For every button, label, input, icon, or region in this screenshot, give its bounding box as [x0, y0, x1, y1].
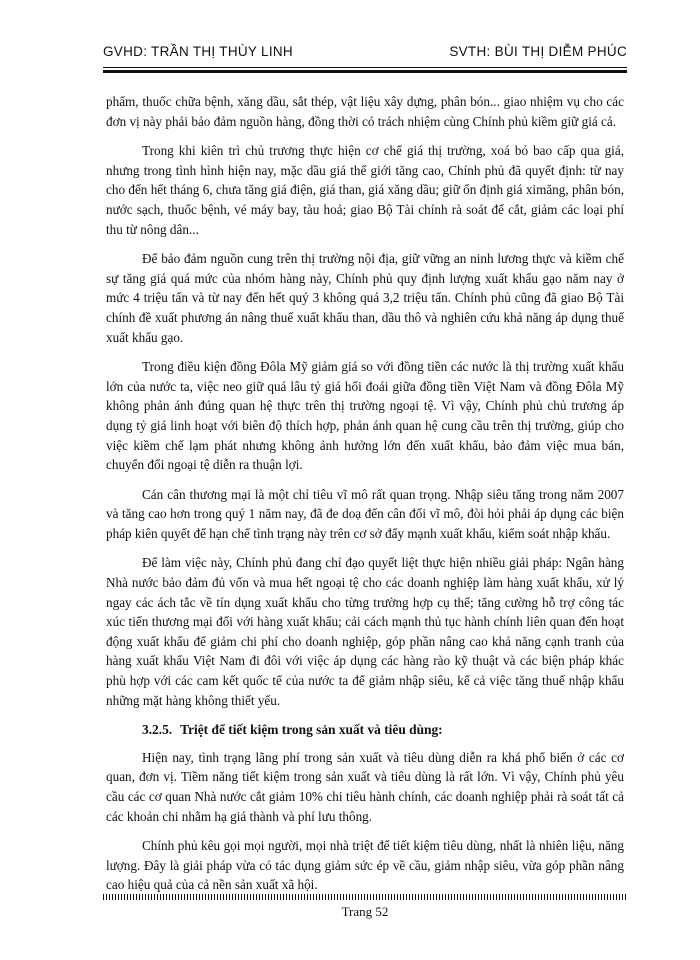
paragraph: Trong điều kiện đồng Đôla Mỹ giảm giá so với đồng tiền các nước là thị trường xuất khẩu lớn của nước ta, việc neo giữ quá lâu tỷ giá hối đoái giữa đồng tiền Việt Nam và đồng Đôla Mỹ không phản ánh đúng quan hệ thực trên thị trường ngoại tệ. Vì vậy, Chính phủ chủ trương áp dụng tỷ giá linh hoạt với biên độ thích hợp, phản ánh quan hệ cung cầu trên thị trường, giúp cho việc kiềm chế lạm phát nhưng không ảnh hưởng lớn đến xuất khẩu, bảo đảm việc mua bán, chuyển đổi ngoại tệ diễn ra thuận lợi. [106, 359, 624, 473]
paragraph: Để bảo đảm nguồn cung trên thị trường nội địa, giữ vững an ninh lương thực và kiềm chế sự tăng giá quá mức của nhóm hàng này, Chính phủ quy định lượng xuất khẩu gạo năm nay ở mức 4 triệu tấn và từ nay đến hết quý 3 không quá 3,2 triệu tấn. Chính phủ cũng đã giao Bộ Tài chính đề xuất phương án nâng thuế xuất khẩu than, dầu thô và nghiên cứu khả năng áp dụng thuế xuất khẩu gạo. [106, 251, 624, 345]
section-title: Triệt để tiết kiệm trong sản xuất và tiêu dùng: [180, 722, 443, 738]
header-rule-thin [103, 67, 627, 68]
page-footer [103, 904, 627, 920]
paragraph: Cán cân thương mại là một chỉ tiêu vĩ mô rất quan trọng. Nhập siêu tăng trong năm 2007 và tăng cao hơn trong quý 1 năm nay, đã đe doạ đến cân đối vĩ mô, đòi hỏi phải áp dụng các biện pháp kiên quyết để hạn chế tình trạng này trên cơ sở đẩy mạnh xuất khẩu, kiểm soát nhập khẩu. [106, 486, 624, 541]
document-body [106, 92, 624, 905]
page-number: Trang 52 [341, 904, 389, 919]
page-header [103, 40, 627, 66]
header-student: SVTH: BÙI THỊ DIỄM PHÚC [449, 44, 627, 59]
section-number: 3.2.5. [142, 722, 173, 738]
header-instructor: GVHD: TRẦN THỊ THÙY LINH [103, 44, 293, 59]
paragraph: Chính phủ kêu gọi mọi người, mọi nhà triệt để tiết kiệm tiêu dùng, nhất là nhiên liệu, năng lượng. Đây là giải pháp vừa có tác dụng giảm sức ép về cầu, giảm nhập siêu, vừa góp phần nâng cao hiệu quả của cả nền sản xuất xã hội. [106, 838, 624, 893]
paragraph: Để làm việc này, Chính phủ đang chỉ đạo quyết liệt thực hiện nhiều giải pháp: Ngân hàng Nhà nước bảo đảm đủ vốn và mua hết ngoại tệ cho các doanh nghiệp làm hàng xuất khẩu, xử lý ngay các ách tắc về tín dụng xuất khẩu cho từng trường hợp cụ thể; tăng cường hỗ trợ công tác xúc tiến thương mại đối với hàng xuất khẩu; cải cách mạnh thủ tục hành chính liên quan đến hoạt động xuất khẩu để giảm chi phí cho doanh nghiệp, góp phần nâng cao khả năng cạnh tranh của hàng xuất khẩu Việt Nam đi đôi với việc áp dụng các hàng rào kỹ thuật và các biện pháp khác phù hợp với các cam kết quốc tế của nước ta để giảm nhập siêu, kể cả việc tăng thuế nhập khẩu những mặt hàng không thiết yếu. [106, 555, 624, 708]
paragraph: Hiện nay, tình trạng lãng phí trong sản xuất và tiêu dùng diễn ra khá phổ biến ở các cơ quan, đơn vị. Tiềm năng tiết kiệm trong sản xuất và tiêu dùng là rất lớn. Vì vậy, Chính phủ yêu cầu các cơ quan Nhà nước cắt giảm 10% chi tiêu hành chính, các doanh nghiệp phải rà soát tất cả các khoản chi nhằm hạ giá thành và phí lưu thông. [106, 749, 624, 824]
footer-rule [103, 894, 627, 900]
header-rule-thick [103, 70, 627, 73]
paragraph: phẩm, thuốc chữa bệnh, xăng dầu, sắt thép, vật liệu xây dựng, phân bón... giao nhiệm vụ cho các đơn vị này phải bảo đảm nguồn hàng, đồng thời có trách nhiệm cùng Chính phủ kiềm giữ giá cả. [106, 94, 624, 129]
paragraph: Trong khi kiên trì chủ trương thực hiện cơ chế giá thị trường, xoá bỏ bao cấp qua giá, nhưng trong tình hình hiện nay, mặc dầu giá thế giới tăng cao, Chính phủ đã quyết định: từ nay cho đến hết tháng 6, chưa tăng giá điện, giá than, giá xăng dầu; giữ ổn định giá ximăng, phân bón, nước sạch, thuốc bệnh, vé máy bay, tàu hoả; giao Bộ Tài chính rà soát để cắt, giảm các loại phí thu từ nông dân... [106, 143, 624, 237]
section-heading [106, 720, 624, 740]
